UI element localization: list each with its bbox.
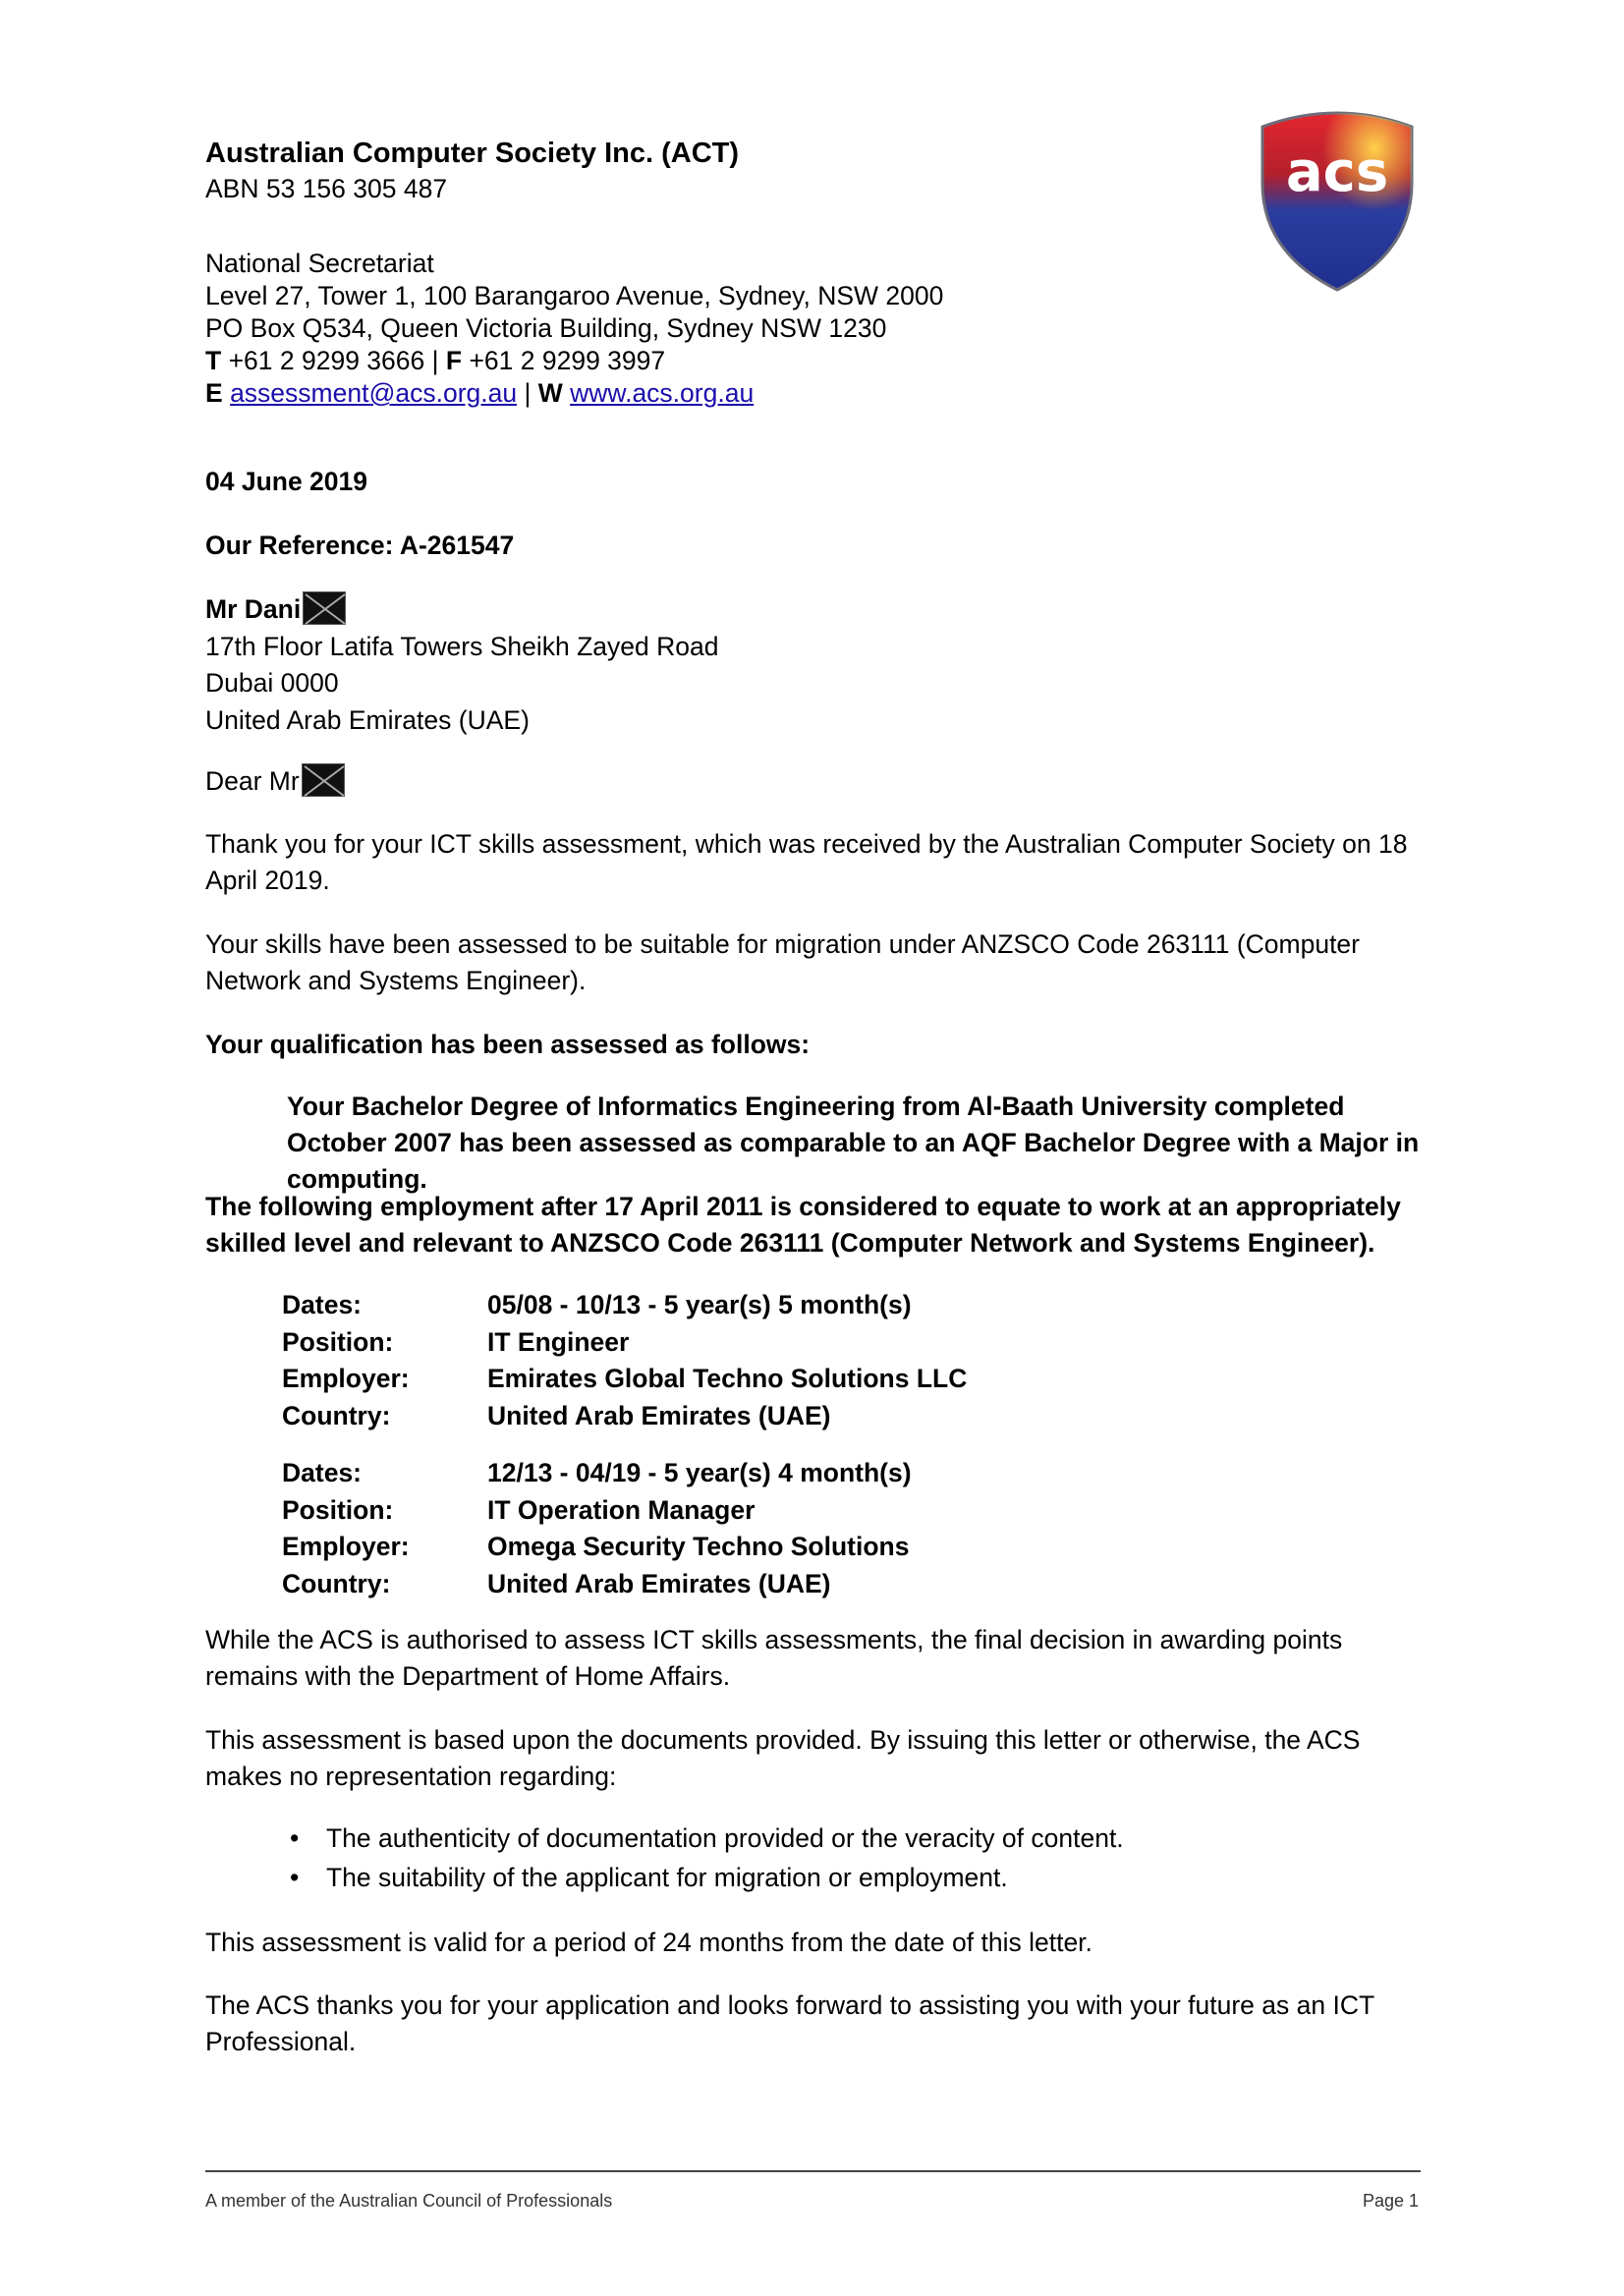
position-label: Position: [282, 1326, 394, 1357]
employment-position-row [282, 1492, 1422, 1530]
employer-label: Employer: [282, 1532, 410, 1561]
country-label: Country: [282, 1568, 391, 1598]
fax-label: F [445, 346, 463, 375]
footer-member-text: A member of the Australian Council of Professionals [205, 2191, 613, 2211]
address-line-1: Level 27, Tower 1, 100 Barangaroo Avenue, Sydney, NSW 2000 [205, 281, 944, 310]
footer-divider [205, 2170, 1421, 2172]
separator: | [524, 378, 532, 408]
reference: Our Reference: A-261547 [205, 531, 515, 560]
employment-entry-2 [282, 1455, 1422, 1602]
list-item-text: The authenticity of documentation provided or the veracity of content. [326, 1823, 1124, 1853]
qualification-heading: Your qualification has been assessed as follows: [205, 1030, 811, 1059]
country-value: United Arab Emirates (UAE) [487, 1400, 831, 1430]
employment-employer-row [282, 1529, 1422, 1566]
fax-number: +61 2 9299 3997 [469, 346, 666, 375]
employment-heading: The following employment after 17 April 2011 is considered to equate to work at an appropriately skilled level and relevant to ANZSCO Code 263111 (Computer Network and Systems Engineer). [205, 1192, 1401, 1258]
list-item [205, 1820, 1424, 1860]
employment-position-row [282, 1324, 1422, 1362]
abn: ABN 53 156 305 487 [205, 174, 448, 203]
recipient-name: Mr Dani [205, 594, 302, 624]
separator: | [431, 346, 439, 375]
employment-country-row [282, 1566, 1422, 1603]
dates-value: 12/13 - 04/19 - 5 year(s) 4 month(s) [487, 1458, 912, 1487]
logo-text: acs [1285, 140, 1389, 204]
employer-value: Emirates Global Techno Solutions LLC [487, 1364, 968, 1393]
secretariat: National Secretariat [205, 249, 434, 278]
employment-country-row [282, 1398, 1422, 1435]
employment-dates-row [282, 1287, 1422, 1324]
phone-fax-line [205, 343, 1424, 379]
redaction-box [303, 591, 346, 625]
employment-entry-1 [282, 1287, 1422, 1434]
paragraph-received: Thank you for your ICT skills assessment, which was received by the Australian Computer Society on 18 April 2019. [205, 829, 1408, 895]
country-value: United Arab Emirates (UAE) [487, 1568, 831, 1598]
dates-label: Dates: [282, 1290, 363, 1319]
page-number: Page 1 [1362, 2191, 1419, 2211]
web-label: W [537, 378, 563, 408]
acs-shield-icon [1253, 105, 1422, 294]
position-value: IT Operation Manager [487, 1494, 756, 1525]
salutation: Dear Mr [205, 766, 300, 796]
recipient-address-2: Dubai 0000 [205, 668, 339, 698]
org-name: Australian Computer Society Inc. (ACT) [205, 138, 740, 169]
bullet: • [290, 1823, 300, 1853]
representation-list [205, 1820, 1424, 1899]
paragraph-validity: This assessment is valid for a period of 24 months from the date of this letter. [205, 1928, 1092, 1957]
web-link[interactable]: www.acs.org.au [570, 378, 755, 408]
dates-value: 05/08 - 10/13 - 5 year(s) 5 month(s) [487, 1290, 912, 1319]
position-value: IT Engineer [487, 1326, 630, 1357]
employment-employer-row [282, 1361, 1422, 1398]
address-line-2: PO Box Q534, Queen Victoria Building, Sydney NSW 1230 [205, 313, 887, 343]
employment-dates-row [282, 1455, 1422, 1492]
email-label: E [205, 378, 223, 408]
salutation-line [205, 763, 1424, 800]
recipient-address-1: 17th Floor Latifa Towers Sheikh Zayed Road [205, 632, 719, 661]
phone-number: +61 2 9299 3666 [228, 346, 425, 375]
list-item-text: The suitability of the applicant for migration or employment. [326, 1863, 1008, 1892]
paragraph-authorised: While the ACS is authorised to assess ICT skills assessments, the final decision in awarding points remains with the Department of Home Affairs. [205, 1625, 1343, 1691]
bullet: • [290, 1863, 300, 1892]
employer-label: Employer: [282, 1364, 410, 1393]
recipient-name-line [205, 591, 1424, 628]
phone-label: T [205, 346, 222, 375]
redaction-box [302, 763, 345, 797]
qualification-text: Your Bachelor Degree of Informatics Engineering from Al-Baath University completed October 2007 has been assessed as comparable to an AQF Bachelor Degree with a Major in computing. [287, 1092, 1420, 1194]
acs-logo [1253, 105, 1422, 294]
employer-value: Omega Security Techno Solutions [487, 1532, 910, 1561]
paragraph-based-upon: This assessment is based upon the documents provided. By issuing this letter or otherwise, the ACS makes no representation regarding: [205, 1725, 1361, 1791]
email-link[interactable]: assessment@acs.org.au [230, 378, 518, 408]
recipient-address-3: United Arab Emirates (UAE) [205, 705, 530, 735]
position-label: Position: [282, 1494, 394, 1525]
paragraph-thanks: The ACS thanks you for your application and looks forward to assisting you with your future as an ICT Professional. [205, 1990, 1374, 2056]
paragraph-suitable: Your skills have been assessed to be suitable for migration under ANZSCO Code 263111 (Computer Network and Systems Engineer). [205, 929, 1360, 995]
dates-label: Dates: [282, 1458, 363, 1487]
country-label: Country: [282, 1400, 391, 1430]
email-web-line [205, 375, 1424, 412]
letter-date: 04 June 2019 [205, 467, 368, 496]
list-item [205, 1860, 1424, 1899]
